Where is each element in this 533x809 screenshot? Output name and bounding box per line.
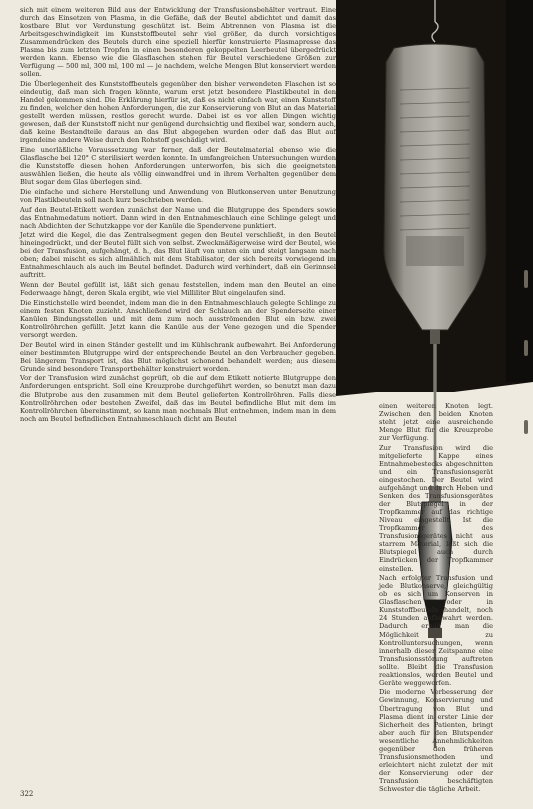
paragraph: Zur Transfusion wird die mitgelieferte Kappe eines Entnahmebestecks abgeschnitten und ein Transfusionsgerät eingestochen. Der Beutel wird aufgehängt und durch Heben und Senken des Transfusionsgerätes der Blutspiegel in der Tropfkammer auf das richtige Niveau eingestellt. Ist die Tropfkammer des Transfusionsgerätes nicht aus starrem Material, läßt sich die Blutspiegel auch durch Eindrücken der Tropfkammer einstellen. bbox=[379, 443, 493, 573]
paragraph: Wenn der Beutel gefüllt ist, läßt sich genau feststellen, indem man den Beutel an eine Federwaage hängt, deren Skala ergibt, wie viel Milliliter Blut eingelaufen sind. bbox=[20, 281, 336, 298]
paragraph: Die Einstichstelle wird beendet, indem man die in den Entnahmeschlauch gelegte Schlinge zu einem festen Knoten zuzieht. Anschließend wird der Schlauch an der Spenderseite einer Kanülen Bindungsstellen und mit dem zum noch ausströmenden Blut ein bzw. zwei Kontrollröhrchen gefüllt. Jetzt kann die Kanüle aus der Vene gezogen und die Spender versorgt werden. bbox=[20, 298, 336, 339]
page-edge-mark bbox=[524, 420, 528, 434]
text-column-right bbox=[379, 402, 493, 793]
paragraph: Die einfache und sichere Herstellung und Anwendung von Blutkonserven unter Benutzung von Plastikbeuteln soll nach kurz beschrieben werden. bbox=[20, 187, 336, 204]
page-number: 322 bbox=[20, 790, 34, 798]
text-column-left bbox=[20, 6, 336, 786]
paragraph: Auf den Beutel-Etikett werden zunächst der Name und die Blutgruppe des Spenders sowie das Entnahmedatum notiert. Dann wird in den Entnahmeschlauch eine Schlinge gelegt und nach Abdichten der Schutzkappe vor der Kanüle die Spendervene punktiert. bbox=[20, 205, 336, 230]
paragraph: Nach erfolgter Transfusion und jede Blutkonserve, gleichgültig ob es sich um Konserven in Glasflaschen oder in Kunststoffbeuteln handelt, noch 24 Stunden aufbewahrt werden. Dadurch erhält man die Möglichkeit zu Kontrolluntersuchungen, wenn innerhalb dieser Zeitspanne eine Transfusionsstörung auftreten sollte. Bleibt die Transfusion reaktionslos, werden Beutel und Geräte weggeworfen. bbox=[379, 574, 493, 687]
paragraph: sich mit einem weiteren Bild aus der Entwicklung der Transfusionsbehälter vertraut. Eine durch das Einsetzen von Plasma, in die Gefäße, daß der Beutel abdichtet und damit das kostbare Blut vor Verdunstung geschützt ist. Beim Abtrennen von Plasma ist die Arbeitsgeschwindigkeit im Kunststoffbeutel sehr viel größer, da durch vorsichtiges Zusammendrücken des Beutels durch eine speziell hierfür konstruierte Plasmapresse das Plasma bis zum letzten Tropfen in einen besonderen gekoppelten Leerbeutel übergedrückt werden kann. Ebenso wie die Glasflaschen stehen für Beutel verschiedene Größen zur Verfügung — 500 ml, 300 ml, 100 ml — je nachdem, welche Mengen Blut konserviert werden sollen. bbox=[20, 6, 336, 79]
page-edge-mark bbox=[524, 270, 528, 288]
paragraph: Eine unerläßliche Voraussetzung war ferner, daß der Beutelmaterial ebenso wie die Glasflasche bei 120° C sterilisiert werden konnte. In umfangreichen Untersuchungen wurden die Kunststoffe diesen hohen Anforderungen unterworfen, bis sich die geeignetsten auswählen ließen, die heute als völlig einwandfrei und in ihrem Verhalten gegenüber dem Blut sogar dem Glas überlegen sind. bbox=[20, 145, 336, 187]
paragraph: Vor der Transfusion wird zunächst geprüft, ob die auf dem Etikett notierte Blutgruppe den Anforderungen entspricht. Soll eine Kreuzprobe durchgeführt werden, so benutzt man dazu die Blutprobe aus den zusammen mit dem Beutel gelieferten Kontrollröhren. Falls diese Kontrollröhrchen oder bestehen Zweifel, daß das im Beutel befindliche Blut mit dem im Kontrollröhrchen übereinstimmt, so kann man nochmals Blut entnehmen, indem man in dem noch am Beutel befindlichen Entnahmeschlauch dicht am Beutel bbox=[20, 374, 336, 423]
paragraph: einen weiteren Knoten legt. Zwischen den beiden Knoten steht jetzt eine ausreichende Menge Blut für die Kreuzprobe zur Verfügung. bbox=[379, 402, 493, 443]
paragraph: Die moderne Verbesserung der Gewinnung, Konservierung und Übertragung von Blut und Plasma dient in erster Linie der Sicherheit des Patienten, bringt aber auch für den Blutspender wesentliche Annehmlichkeiten gegenüber den früheren Transfusionsmethoden und erleichtert nicht zuletzt der mit der Konservierung oder der Transfusion beschäftigten Schwester die tägliche Arbeit. bbox=[379, 688, 493, 793]
paragraph: Jetzt wird die Kegel, die das Zentralsegment gegen den Beutel verschließt, in den Beutel hineingedrückt, und der Beutel füllt sich von selbst. Zweckmäßigerweise wird der Beutel, wie bei der Transfusion, aufgehängt, d. h., das Blut läuft von unten ein und steigt langsam nach oben; dabei mischt es sich allmählich mit dem Stabilisator, der sich bereits vorwiegend im Entnahmeschlauch als auch im Beutel befindet. Dadurch wird verhindert, daß ein Gerinnsel auftritt. bbox=[20, 231, 336, 280]
paragraph: Die Überlegenheit des Kunststoffbeutels gegenüber den bisher verwendeten Flaschen ist so eindeutig, daß man sich fragen könnte, warum erst jetzt besondere Plastikbeutel in den Handel gekommen sind. Die Erklärung hierfür ist, daß es nicht einfach war, einen Kunststoff zu finden, welcher den hohen Anforderungen, die zur Konservierung von Blut an das Material gestellt werden müssen, restlos gerecht wurde. Dabei ist es vor allen Dingen wichtig gewesen, daß der Kunststoff nicht nur genügend durchsichtig und flexibel war, sondern auch, daß keine Bestandteile daraus an das Blut abgegeben wurden oder daß das Blut auf irgendeine andere Weise durch den Rohstoff geschädigt wird. bbox=[20, 80, 336, 145]
page-edge-mark bbox=[524, 340, 528, 356]
paragraph: Der Beutel wird in einen Ständer gestellt und im Kühlschrank aufbewahrt. Bei Anforderung einer bestimmten Blutgruppe wird der entsprechende Beutel an den Verbraucher gegeben. Bei längerem Transport ist, das Blut möglichst schonend behandelt werden; aus diesem Grunde sind besondere Transportbehälter konstruiert worden. bbox=[20, 340, 336, 373]
